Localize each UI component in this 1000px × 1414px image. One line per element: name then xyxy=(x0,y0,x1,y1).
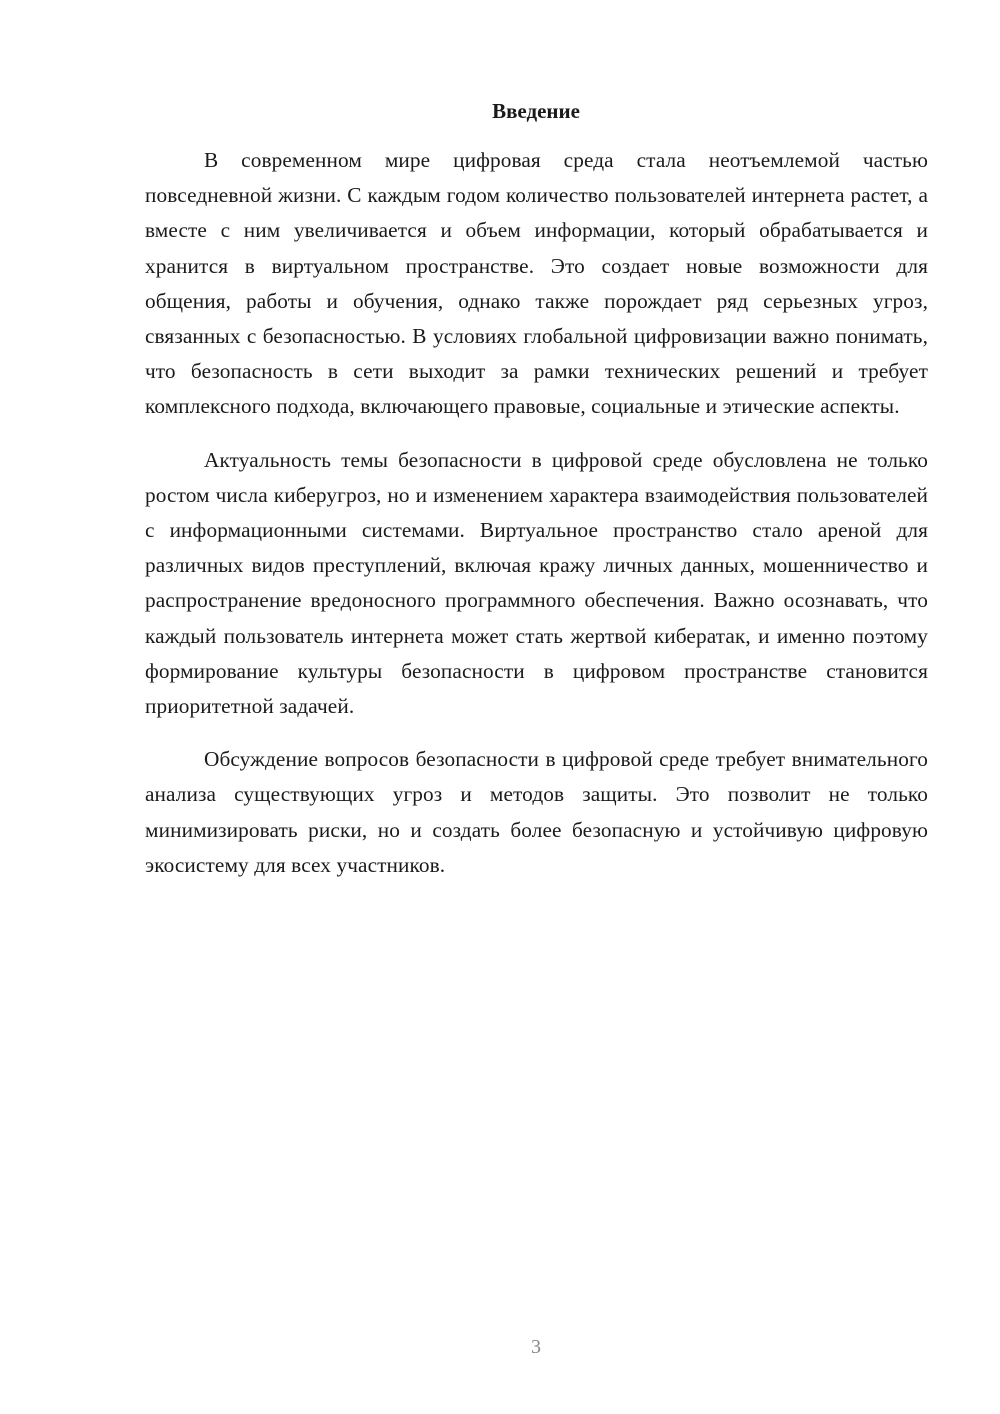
paragraph-2: Актуальность темы безопасности в цифровой среде обусловлена не только ростом числа киберугроз, но и изменением характера взаимодействия пользователей с информационными системами. Виртуальное пространство стало ареной для различных видов преступлений, включая кражу личных данных, мошенничество и распространение вредоносного программного обеспечения. Важно осознавать, что каждый пользователь интернета может стать жертвой кибератак, и именно поэтому формирование культуры безопасности в цифровом пространстве становится приоритетной задачей. xyxy=(145,447,928,719)
body-text xyxy=(145,143,928,901)
page-number: 3 xyxy=(531,1336,541,1358)
paragraph-1: В современном мире цифровая среда стала неотъемлемой частью повседневной жизни. С каждым годом количество пользователей интернета растет, а вместе с ним увеличивается и объем информации, который обрабатывается и хранится в виртуальном пространстве. Это создает новые возможности для общения, работы и обучения, однако также порождает ряд серьезных угроз, связанных с безопасностью. В условиях глобальной цифровизации важно понимать, что безопасность в сети выходит за рамки технических решений и требует комплексного подхода, включающего правовые, социальные и этические аспекты. xyxy=(145,148,928,419)
section-title: Введение xyxy=(492,99,580,123)
paragraph-3: Обсуждение вопросов безопасности в цифровой среде требует внимательного анализа существующих угроз и методов защиты. Это позволит не только минимизировать риски, но и создать более безопасную и устойчивую цифровую экосистему для всех участников. xyxy=(145,747,928,877)
